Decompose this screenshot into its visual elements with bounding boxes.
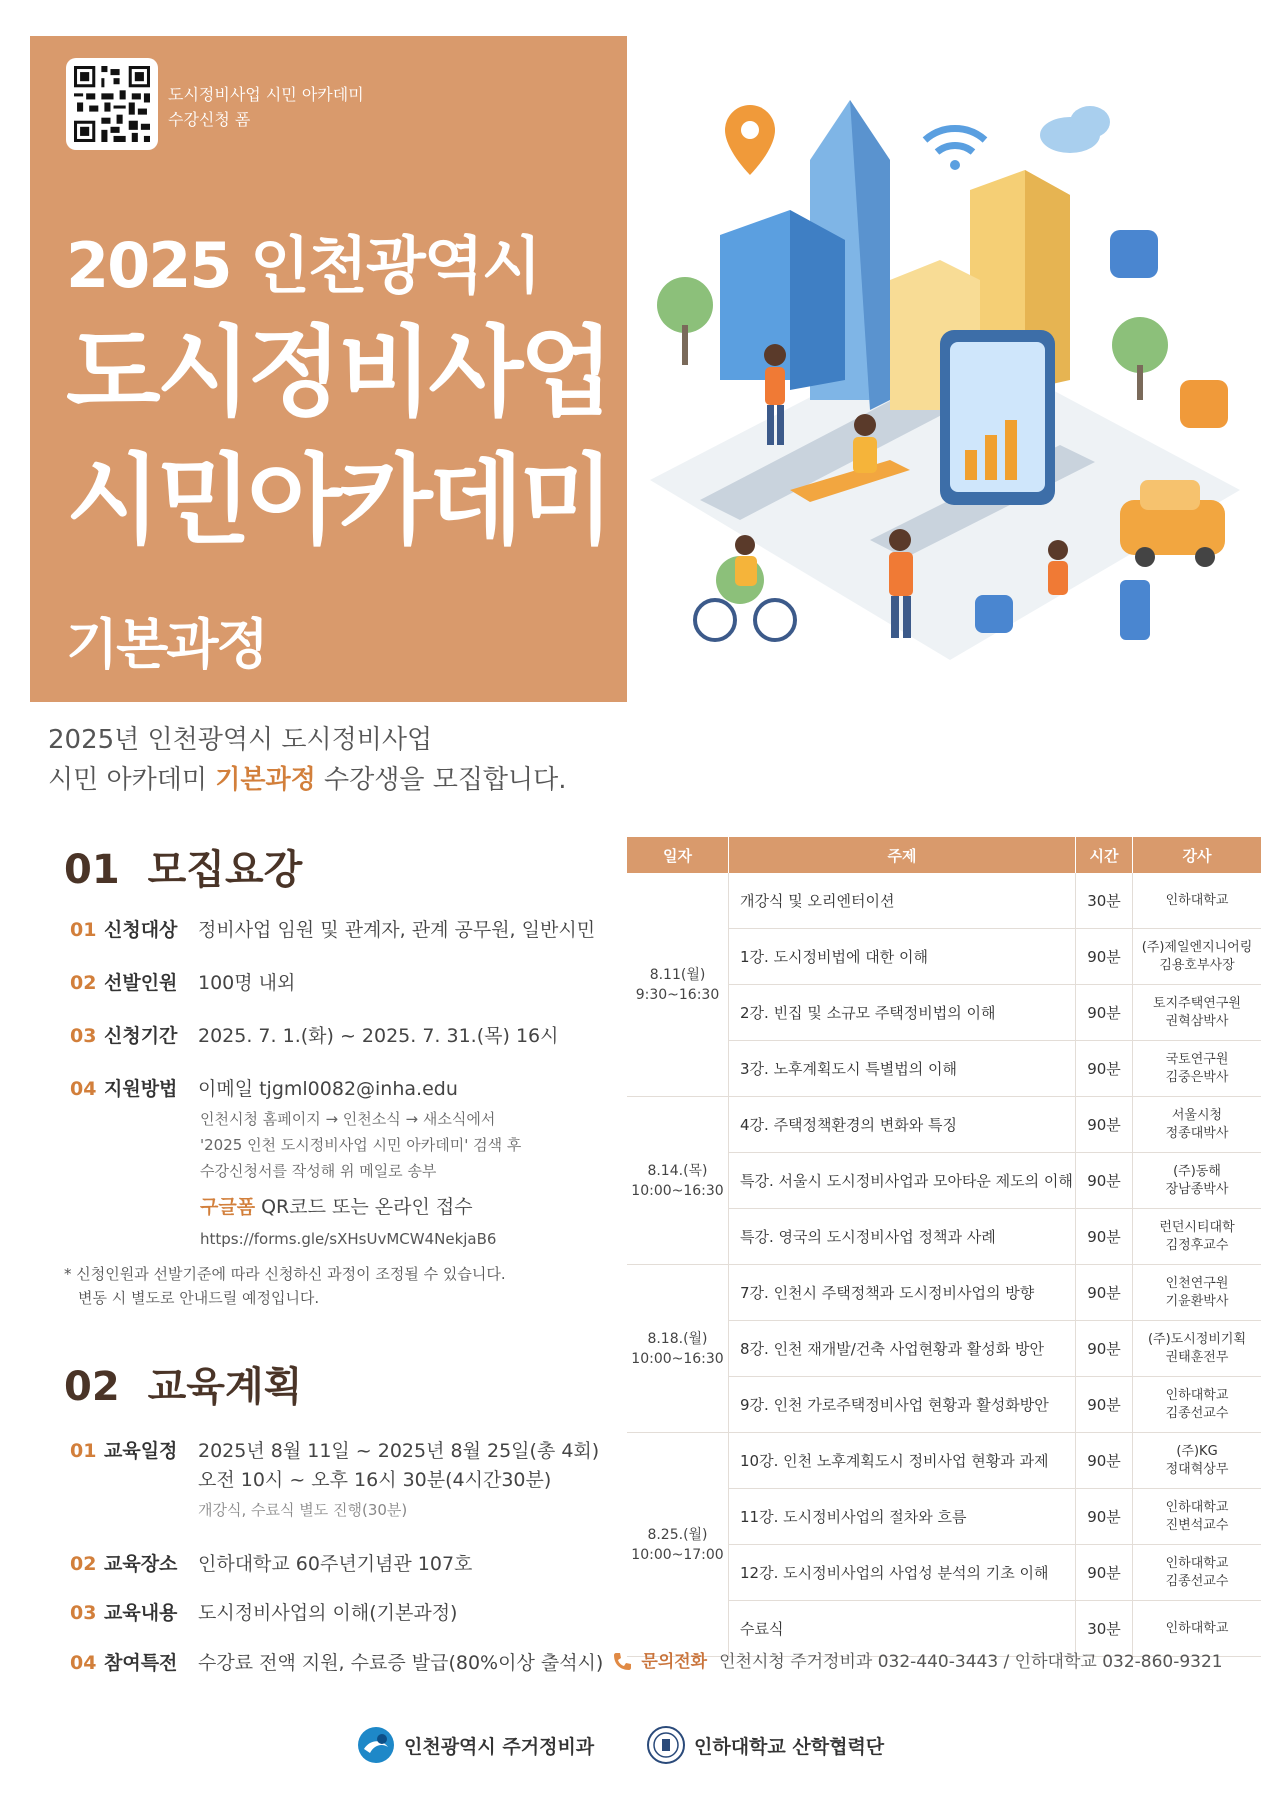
item-num: 04	[70, 1078, 97, 1100]
lecturer-org: (주)제일엔지니어링	[1141, 939, 1253, 955]
date-label: 8.14.(목)	[647, 1162, 708, 1179]
lecturer-cell	[1133, 929, 1262, 985]
plan-item-schedule	[70, 1436, 599, 1463]
lecturer-org: 서울시청	[1171, 1107, 1223, 1123]
time-cell: 90분	[1076, 1265, 1133, 1321]
form-url-link[interactable]: https://forms.gle/sXHsUvMCW4NekjaB6	[200, 1230, 497, 1248]
item-label: 교육장소	[104, 1553, 178, 1575]
footer-org2-label: 인하대학교 산학협력단	[694, 1736, 885, 1758]
plan-item-venue	[70, 1549, 472, 1576]
item-num: 01	[70, 919, 97, 941]
table-header-row	[627, 837, 1261, 873]
date-hours: 10:00~17:00	[631, 1546, 724, 1563]
time-cell: 90분	[1076, 1489, 1133, 1545]
time-cell: 90분	[1076, 1321, 1133, 1377]
item-num: 01	[70, 1440, 97, 1462]
time-cell: 30분	[1076, 1601, 1133, 1657]
google-form-label: 구글폼	[200, 1196, 256, 1218]
plan-item-content	[70, 1598, 457, 1625]
item-value: 인하대학교 60주년기념관 107호	[198, 1553, 473, 1575]
inha-seal-icon	[646, 1725, 686, 1765]
item-value: 수강료 전액 지원, 수료증 발급(80%이상 출석시)	[198, 1652, 604, 1674]
item-num: 03	[70, 1025, 97, 1047]
col-date-header: 일자	[627, 837, 729, 873]
lecturer-org: 인하대학교	[1165, 1555, 1229, 1571]
item-num: 04	[70, 1652, 97, 1674]
phone-icon	[612, 1651, 632, 1671]
method-detail-line1: 인천시청 홈페이지 → 인천소식 → 새소식에서	[200, 1110, 496, 1128]
time-cell: 90분	[1076, 929, 1133, 985]
date-cell	[627, 1433, 729, 1657]
date-cell	[627, 1265, 729, 1433]
intro-line2	[48, 760, 567, 800]
lecturer-name: 김종선교수	[1165, 1573, 1229, 1589]
lecturer-cell	[1133, 1265, 1262, 1321]
recruit-note-line2: 변동 시 별도로 안내드릴 예정입니다.	[78, 1289, 320, 1307]
recruit-note-line1: * 신청인원과 선발기준에 따라 신청하신 과정이 조정될 수 있습니다.	[64, 1265, 506, 1283]
lecturer-cell	[1133, 1041, 1262, 1097]
date-hours: 9:30~16:30	[635, 986, 720, 1003]
time-cell: 90분	[1076, 1377, 1133, 1433]
lecturer-name: 정종대박사	[1165, 1125, 1229, 1141]
lecturer-org: (주)도시정비기획	[1147, 1331, 1247, 1347]
lecturer-cell	[1133, 1433, 1262, 1489]
item-label: 신청대상	[104, 919, 178, 941]
lecturer-name: 김중은박사	[1165, 1069, 1229, 1085]
date-cell	[627, 1097, 729, 1265]
hero-title-line2: 시민아카데미	[66, 444, 611, 558]
google-form-line	[200, 1192, 473, 1219]
qr-caption-line1: 도시정비사업 시민 아카데미	[168, 85, 364, 104]
topic-cell: 3강. 노후계획도시 특별법의 이해	[729, 1041, 1076, 1097]
city-illustration	[640, 60, 1250, 710]
lecturer-org: 런던시티대학	[1159, 1219, 1235, 1235]
date-hours: 10:00~16:30	[631, 1182, 724, 1199]
col-time-header: 시간	[1076, 837, 1133, 873]
lecturer-cell	[1133, 1321, 1262, 1377]
item-num: 03	[70, 1602, 97, 1624]
lecturer-org: (주)KG	[1176, 1443, 1218, 1459]
time-cell: 90분	[1076, 1209, 1133, 1265]
time-cell: 90분	[1076, 1545, 1133, 1601]
topic-cell: 1강. 도시정비법에 대한 이해	[729, 929, 1076, 985]
method-detail	[200, 1106, 521, 1184]
item-label: 교육내용	[104, 1602, 178, 1624]
topic-cell: 2강. 빈집 및 소규모 주택정비법의 이해	[729, 985, 1076, 1041]
time-cell: 90분	[1076, 985, 1133, 1041]
lecturer-name: 김종선교수	[1165, 1405, 1229, 1421]
lecturer-cell	[1133, 1545, 1262, 1601]
qr-caption-line2: 수강신청 폼	[168, 110, 251, 129]
recruit-item-method	[70, 1074, 458, 1101]
lecturer-cell	[1133, 873, 1262, 929]
plan-heading-num: 02	[64, 1364, 120, 1410]
apply-email[interactable]: 이메일 tjgml0082@inha.edu	[198, 1078, 458, 1100]
time-cell: 90분	[1076, 1153, 1133, 1209]
qr-code-icon	[74, 66, 150, 142]
intro-text	[48, 720, 567, 800]
topic-cell: 8강. 인천 재개발/건축 사업현황과 활성화 방안	[729, 1321, 1076, 1377]
table-row	[627, 873, 1261, 929]
time-cell: 90분	[1076, 1433, 1133, 1489]
lecturer-org: 인하대학교	[1165, 1620, 1229, 1636]
schedule-table	[627, 837, 1261, 1657]
item-num: 02	[70, 1553, 97, 1575]
lecturer-name: 정대혁상무	[1165, 1461, 1229, 1477]
footer-org-incheon	[356, 1725, 594, 1765]
lecturer-cell	[1133, 1489, 1262, 1545]
topic-cell: 10강. 인천 노후계획도시 정비사업 현황과 과제	[729, 1433, 1076, 1489]
item-label: 신청기간	[104, 1025, 178, 1047]
lecturer-org: 토지주택연구원	[1153, 995, 1241, 1011]
plan-heading-title: 교육계획	[147, 1364, 303, 1410]
incheon-logo-icon	[356, 1725, 396, 1765]
lecturer-cell	[1133, 1209, 1262, 1265]
method-detail-line3: 수강신청서를 작성해 위 메일로 송부	[200, 1162, 437, 1180]
lecturer-org: (주)동해	[1173, 1163, 1221, 1179]
lecturer-name: 김용호부사장	[1159, 957, 1235, 973]
table-row	[627, 1265, 1261, 1321]
lecturer-org: 인하대학교	[1165, 1387, 1229, 1403]
hero-subtitle: 기본과정	[66, 613, 267, 676]
topic-cell: 7강. 인천시 주택정책과 도시정비사업의 방향	[729, 1265, 1076, 1321]
recruit-item-target	[70, 915, 595, 942]
lecturer-name: 장남종박사	[1165, 1181, 1229, 1197]
method-detail-line2: '2025 인천 도시정비사업 시민 아카데미' 검색 후	[200, 1136, 522, 1154]
item-label: 선발인원	[104, 972, 178, 994]
lecturer-name: 진변석교수	[1165, 1517, 1229, 1533]
intro-accent: 기본과정	[215, 765, 316, 795]
plan-heading	[64, 1355, 302, 1412]
topic-cell: 11강. 도시정비사업의 절차와 흐름	[729, 1489, 1076, 1545]
topic-cell: 12강. 도시정비사업의 사업성 분석의 기초 이해	[729, 1545, 1076, 1601]
time-cell: 90분	[1076, 1097, 1133, 1153]
item-value: 2025. 7. 1.(화) ~ 2025. 7. 31.(목) 16시	[198, 1025, 559, 1047]
lecturer-cell	[1133, 1377, 1262, 1433]
hero-year-city: 2025 인천광역시	[66, 229, 540, 302]
date-label: 8.25.(월)	[647, 1526, 708, 1543]
lecturer-org: 인하대학교	[1165, 892, 1229, 908]
date-hours: 10:00~16:30	[631, 1350, 724, 1367]
lecturer-name: 권혁삼박사	[1165, 1013, 1229, 1029]
item-value: 2025년 8월 11일 ~ 2025년 8월 25일(총 4회)	[198, 1440, 600, 1462]
plan-schedule-note: 개강식, 수료식 별도 진행(30분)	[198, 1501, 408, 1519]
lecturer-org: 국토연구원	[1165, 1051, 1229, 1067]
topic-cell: 개강식 및 오리엔터이션	[729, 873, 1076, 929]
hero-title-line1: 도시정비사업	[66, 316, 611, 430]
plan-item-benefit	[70, 1648, 603, 1675]
topic-cell: 9강. 인천 가로주택정비사업 현황과 활성화방안	[729, 1377, 1076, 1433]
date-label: 8.18.(월)	[647, 1330, 708, 1347]
recruit-item-period	[70, 1021, 558, 1048]
time-cell: 90분	[1076, 1041, 1133, 1097]
plan-schedule-time: 오전 10시 ~ 오후 16시 30분(4시간30분)	[198, 1469, 552, 1491]
topic-cell: 수료식	[729, 1601, 1076, 1657]
table-row	[627, 1433, 1261, 1489]
recruit-heading-title: 모집요강	[147, 847, 303, 893]
item-value: 정비사업 임원 및 관계자, 관계 공무원, 일반시민	[198, 919, 596, 941]
recruit-item-quota	[70, 968, 295, 995]
table-row	[627, 1097, 1261, 1153]
contact-line	[612, 1647, 1223, 1672]
lecturer-cell	[1133, 985, 1262, 1041]
lecturer-name: 기윤환박사	[1165, 1293, 1229, 1309]
lecturer-cell	[1133, 1153, 1262, 1209]
contact-label: 문의전화	[641, 1652, 708, 1672]
topic-cell: 4강. 주택정책환경의 변화와 특징	[729, 1097, 1076, 1153]
topic-cell: 특강. 서울시 도시정비사업과 모아타운 제도의 이해	[729, 1153, 1076, 1209]
qr-caption	[168, 82, 364, 132]
intro-line2-before: 시민 아카데미	[48, 765, 216, 795]
col-topic-header: 주제	[729, 837, 1076, 873]
footer-org1-label: 인천광역시 주거정비과	[404, 1736, 595, 1758]
col-lecturer-header: 강사	[1133, 837, 1262, 873]
topic-cell: 특강. 영국의 도시정비사업 정책과 사례	[729, 1209, 1076, 1265]
item-num: 02	[70, 972, 97, 994]
recruit-heading	[64, 838, 302, 895]
date-label: 8.11(월)	[649, 966, 706, 983]
footer-org-inha	[646, 1725, 884, 1765]
intro-line1: 2025년 인천광역시 도시정비사업	[48, 725, 433, 755]
lecturer-org: 인천연구원	[1165, 1275, 1229, 1291]
date-cell	[627, 873, 729, 1097]
time-cell: 30분	[1076, 873, 1133, 929]
lecturer-org: 인하대학교	[1165, 1499, 1229, 1515]
item-label: 지원방법	[104, 1078, 178, 1100]
item-value: 100명 내외	[198, 972, 296, 994]
qr-code[interactable]	[66, 58, 158, 150]
intro-line2-after: 수강생을 모집합니다.	[315, 765, 567, 795]
item-label: 교육일정	[104, 1440, 178, 1462]
item-label: 참여특전	[104, 1652, 178, 1674]
item-value: 도시정비사업의 이해(기본과정)	[198, 1602, 458, 1624]
google-form-text: QR코드 또는 온라인 접수	[255, 1196, 473, 1218]
recruit-heading-num: 01	[64, 847, 120, 893]
contact-numbers: 인천시청 주거정비과 032-440-3443 / 인하대학교 032-860-9321	[719, 1652, 1223, 1672]
recruit-note	[64, 1262, 506, 1310]
lecturer-cell	[1133, 1097, 1262, 1153]
lecturer-name: 권태훈전무	[1165, 1349, 1229, 1365]
lecturer-name: 김정후교수	[1165, 1237, 1229, 1253]
